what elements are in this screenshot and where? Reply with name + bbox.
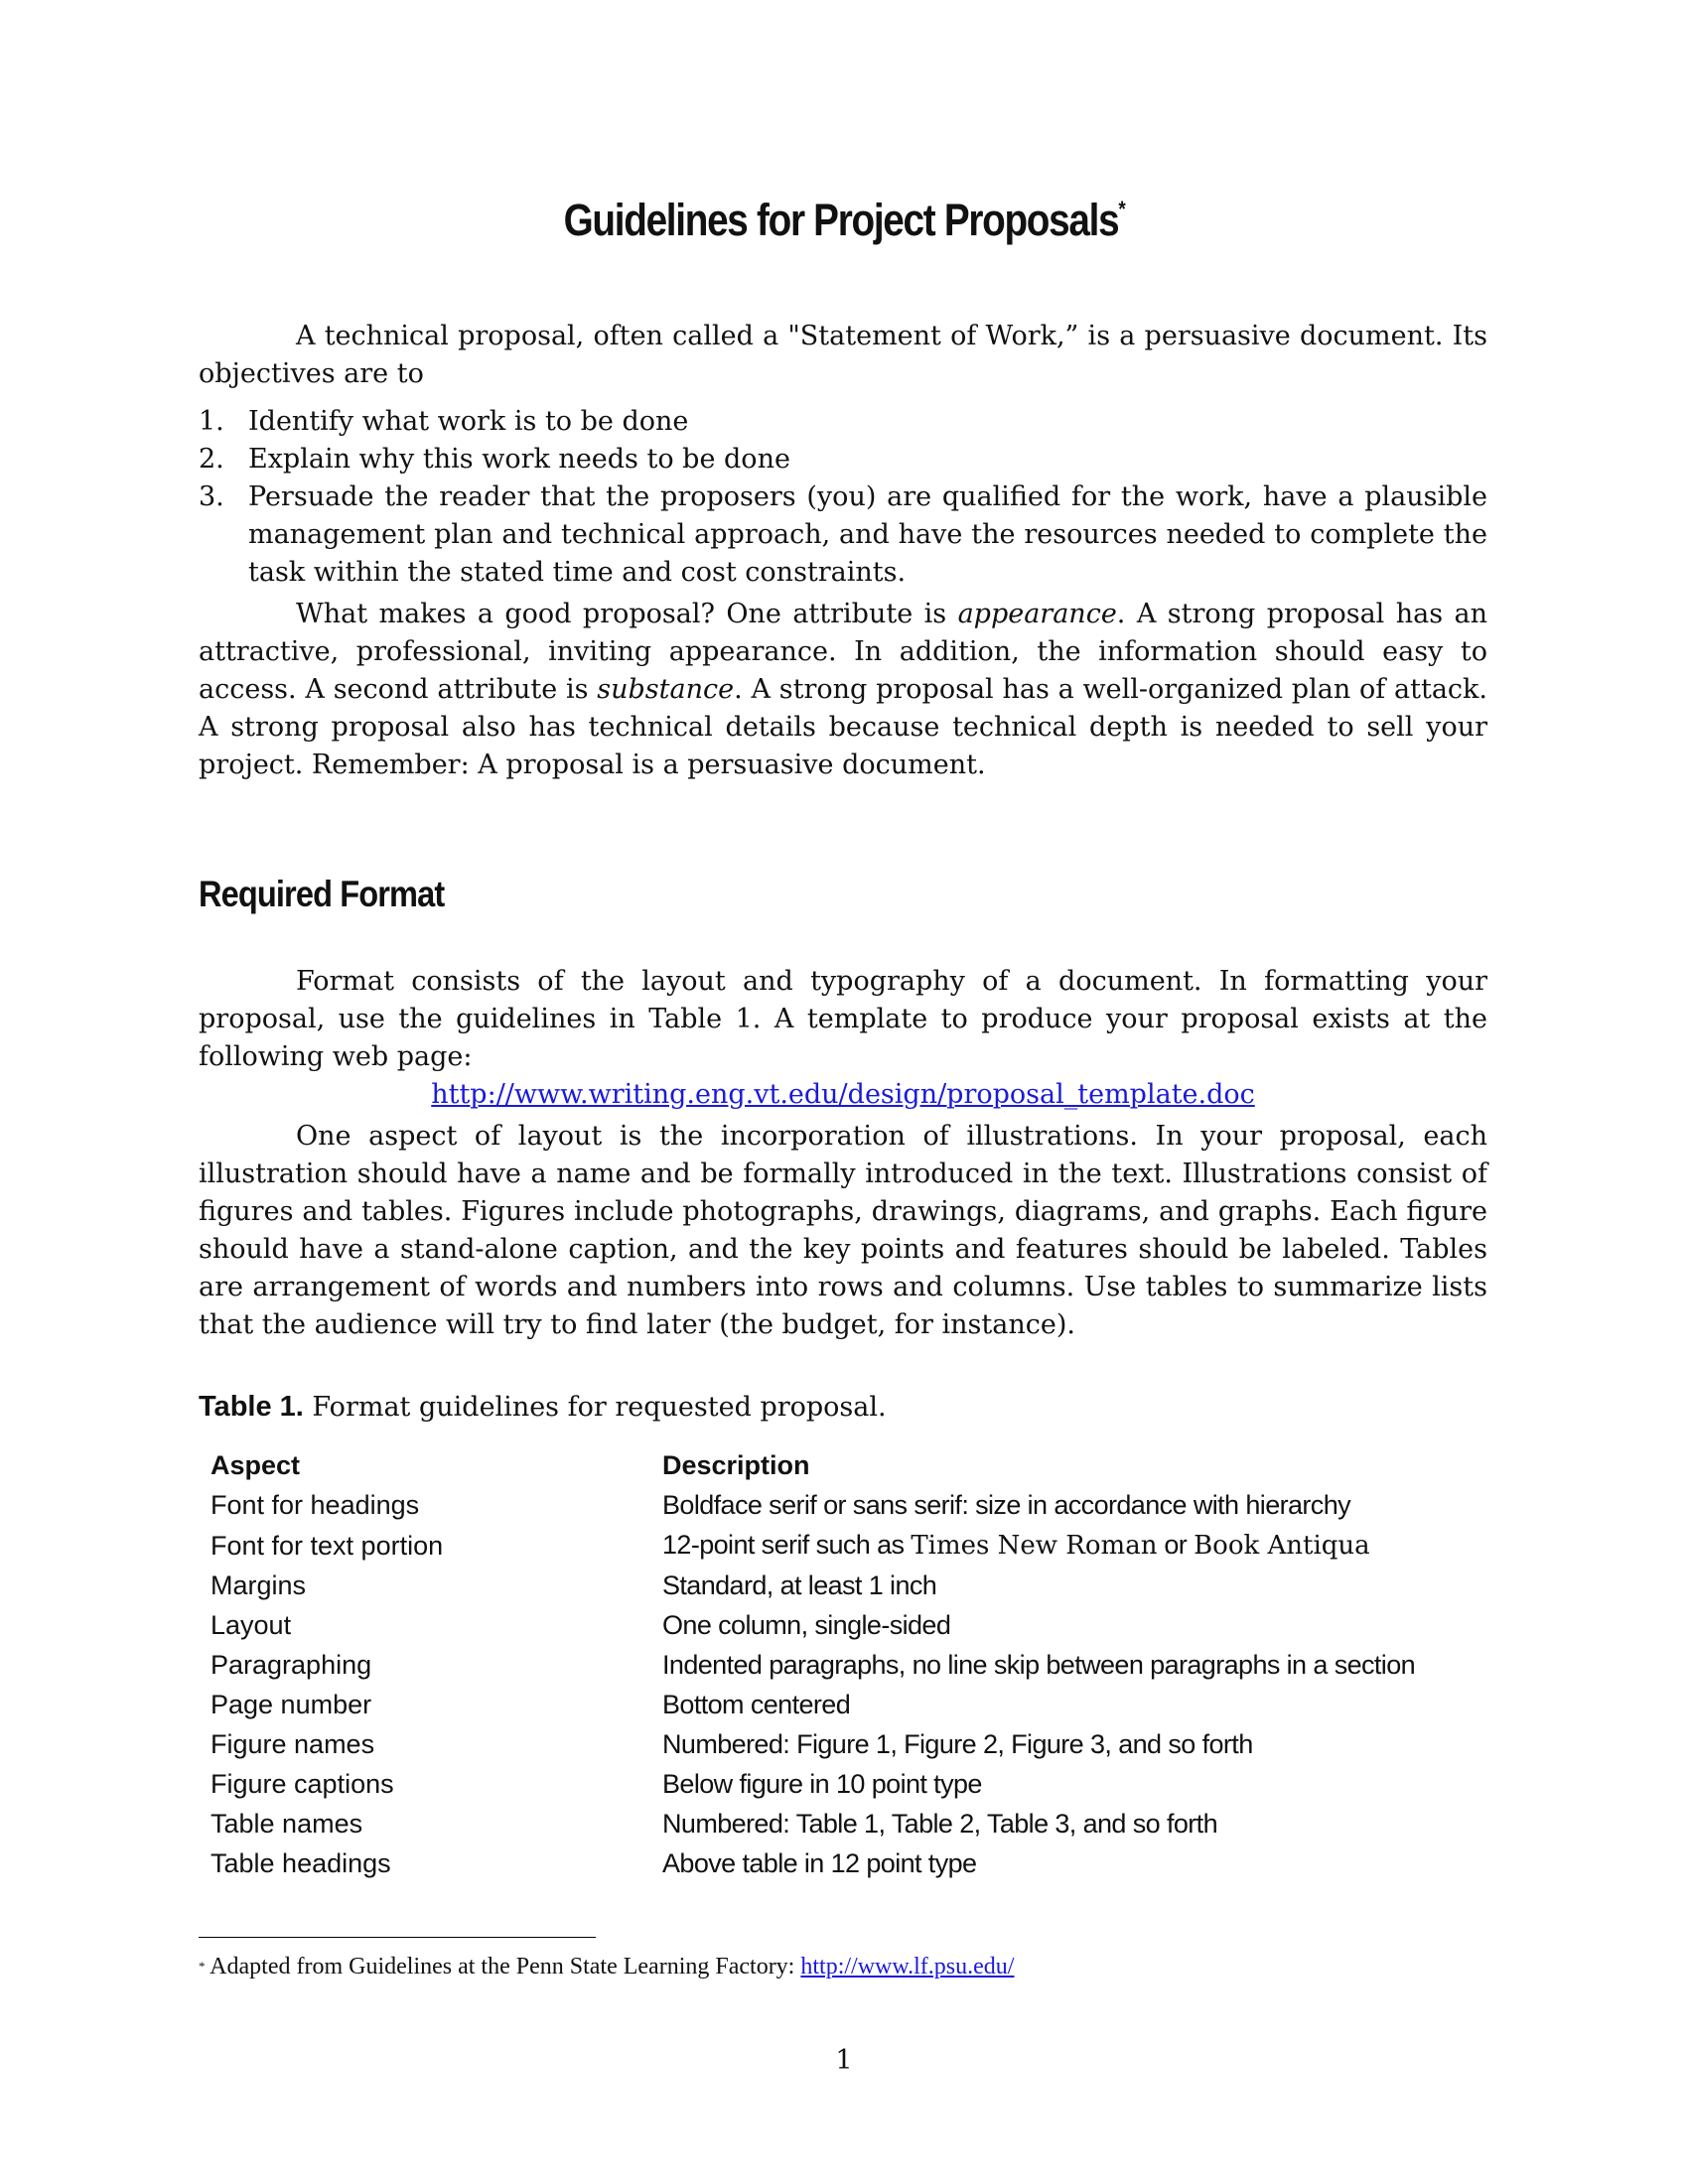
format-guidelines-table <box>211 1445 1415 1883</box>
list-item-text: Persuade the reader that the proposers (you) are qualified for the work, have a plausible management plan and technical approach, and have the resources needed to complete the task within the stated time and cost constraints. <box>248 481 1487 588</box>
list-item <box>199 441 1487 478</box>
section-heading: Required Format <box>199 874 445 914</box>
table-caption-label: Table 1. <box>199 1391 304 1423</box>
aspect-cell: Font for headings <box>211 1490 420 1520</box>
objectives-list <box>199 403 1487 592</box>
list-number: 1. <box>199 406 224 437</box>
description-cell: Standard, at least 1 inch <box>662 1570 937 1600</box>
intro-paragraph: A technical proposal, often called a "Statement of Work,” is a persuasive document. Its objectives are to <box>199 321 1487 389</box>
description-cell <box>662 1525 1415 1566</box>
description-cell: Boldface serif or sans serif: size in accordance with hierarchy <box>662 1490 1351 1520</box>
footnote-divider <box>199 1937 596 1938</box>
table-row <box>211 1843 1415 1883</box>
table-row <box>211 1566 1415 1605</box>
table-row <box>211 1645 1415 1685</box>
table-row <box>211 1804 1415 1843</box>
aspect-cell: Table names <box>211 1809 363 1839</box>
footnote-marker: * <box>199 1959 206 1974</box>
emphasis-appearance: appearance <box>957 599 1117 629</box>
footnote <box>199 1950 1014 1983</box>
template-link[interactable]: http://www.writing.eng.vt.edu/design/proposal_template.doc <box>431 1079 1255 1110</box>
aspect-cell: Paragraphing <box>211 1650 372 1680</box>
list-number: 2. <box>199 444 224 475</box>
format-paragraph: Format consists of the layout and typography of a document. In formatting your proposal, use the guidelines in Table 1. A template to produce your proposal exists at the following web page: <box>199 966 1487 1072</box>
description-cell: Numbered: Figure 1, Figure 2, Figure 3, and so forth <box>662 1729 1253 1759</box>
aspect-cell: Figure captions <box>211 1769 394 1799</box>
aspect-cell: Figure names <box>211 1729 375 1759</box>
paragraph-text: . A strong proposal has a well-organized plan of attack. A strong proposal also has technical details because technical depth is needed to sell your project. Remember: A proposal is a persuasive document. <box>199 674 1487 780</box>
table-row <box>211 1525 1415 1566</box>
list-item-text: Explain why this work needs to be done <box>248 444 790 475</box>
description-cell: Above table in 12 point type <box>662 1848 977 1878</box>
column-header-aspect: Aspect <box>211 1450 301 1480</box>
illustrations-paragraph: One aspect of layout is the incorporation of illustrations. In your proposal, each illustration should have a name and be formally introduced in the text. Illustrations consist of figures and tables. Figures include photographs, drawings, diagrams, and graphs. Each figure should have a stand-alone caption, and the key points and features should be labeled. Tables are arrangement of words and numbers into rows and columns. Use tables to summarize lists that the audience will try to find later (the budget, for instance). <box>199 1121 1487 1340</box>
good-proposal-paragraph <box>199 596 1487 784</box>
list-item-text: Identify what work is to be done <box>248 406 689 437</box>
description-cell: One column, single-sided <box>662 1610 951 1640</box>
emphasis-substance: substance <box>597 674 735 705</box>
table-caption <box>199 1388 887 1427</box>
page-number: 1 <box>835 2045 853 2076</box>
description-text: or <box>1157 1530 1195 1560</box>
table-row <box>211 1724 1415 1764</box>
aspect-cell: Margins <box>211 1570 307 1600</box>
font-name-sample: Book Antiqua <box>1194 1531 1370 1561</box>
table-row <box>211 1605 1415 1645</box>
table-row <box>211 1764 1415 1804</box>
aspect-cell: Layout <box>211 1610 292 1640</box>
footnote-text: Adapted from Guidelines at the Penn State Learning Factory: <box>205 1954 801 1979</box>
paragraph-text: . A strong proposal has an attractive, professional, inviting appearance. In addition, the information should easy to access. A second attribute is <box>199 599 1488 705</box>
aspect-cell: Page number <box>211 1690 372 1719</box>
description-text: 12-point serif such as <box>662 1530 912 1560</box>
table-row <box>211 1685 1415 1724</box>
list-number: 3. <box>199 481 224 512</box>
paragraph-text: What makes a good proposal? One attribute is <box>296 599 958 629</box>
title-text: Guidelines for Project Proposals <box>563 195 1119 245</box>
description-cell: Bottom centered <box>662 1690 851 1719</box>
description-cell: Indented paragraphs, no line skip between paragraphs in a section <box>662 1650 1416 1680</box>
description-cell: Below figure in 10 point type <box>662 1769 982 1799</box>
table-row <box>211 1485 1415 1525</box>
table-header-row <box>211 1445 1415 1485</box>
description-cell: Numbered: Table 1, Table 2, Table 3, and so forth <box>662 1809 1217 1839</box>
title-footnote-marker[interactable]: * <box>1118 197 1125 221</box>
column-header-description: Description <box>662 1450 810 1480</box>
list-item <box>199 478 1487 592</box>
list-item <box>199 403 1487 441</box>
page-title <box>289 195 1399 246</box>
aspect-cell: Table headings <box>211 1848 391 1878</box>
font-name-sample: Times New Roman <box>911 1531 1158 1561</box>
footnote-link[interactable]: http://www.lf.psu.edu/ <box>800 1954 1015 1979</box>
table-caption-text: Format guidelines for requested proposal. <box>303 1392 887 1423</box>
aspect-cell: Font for text portion <box>211 1530 444 1561</box>
